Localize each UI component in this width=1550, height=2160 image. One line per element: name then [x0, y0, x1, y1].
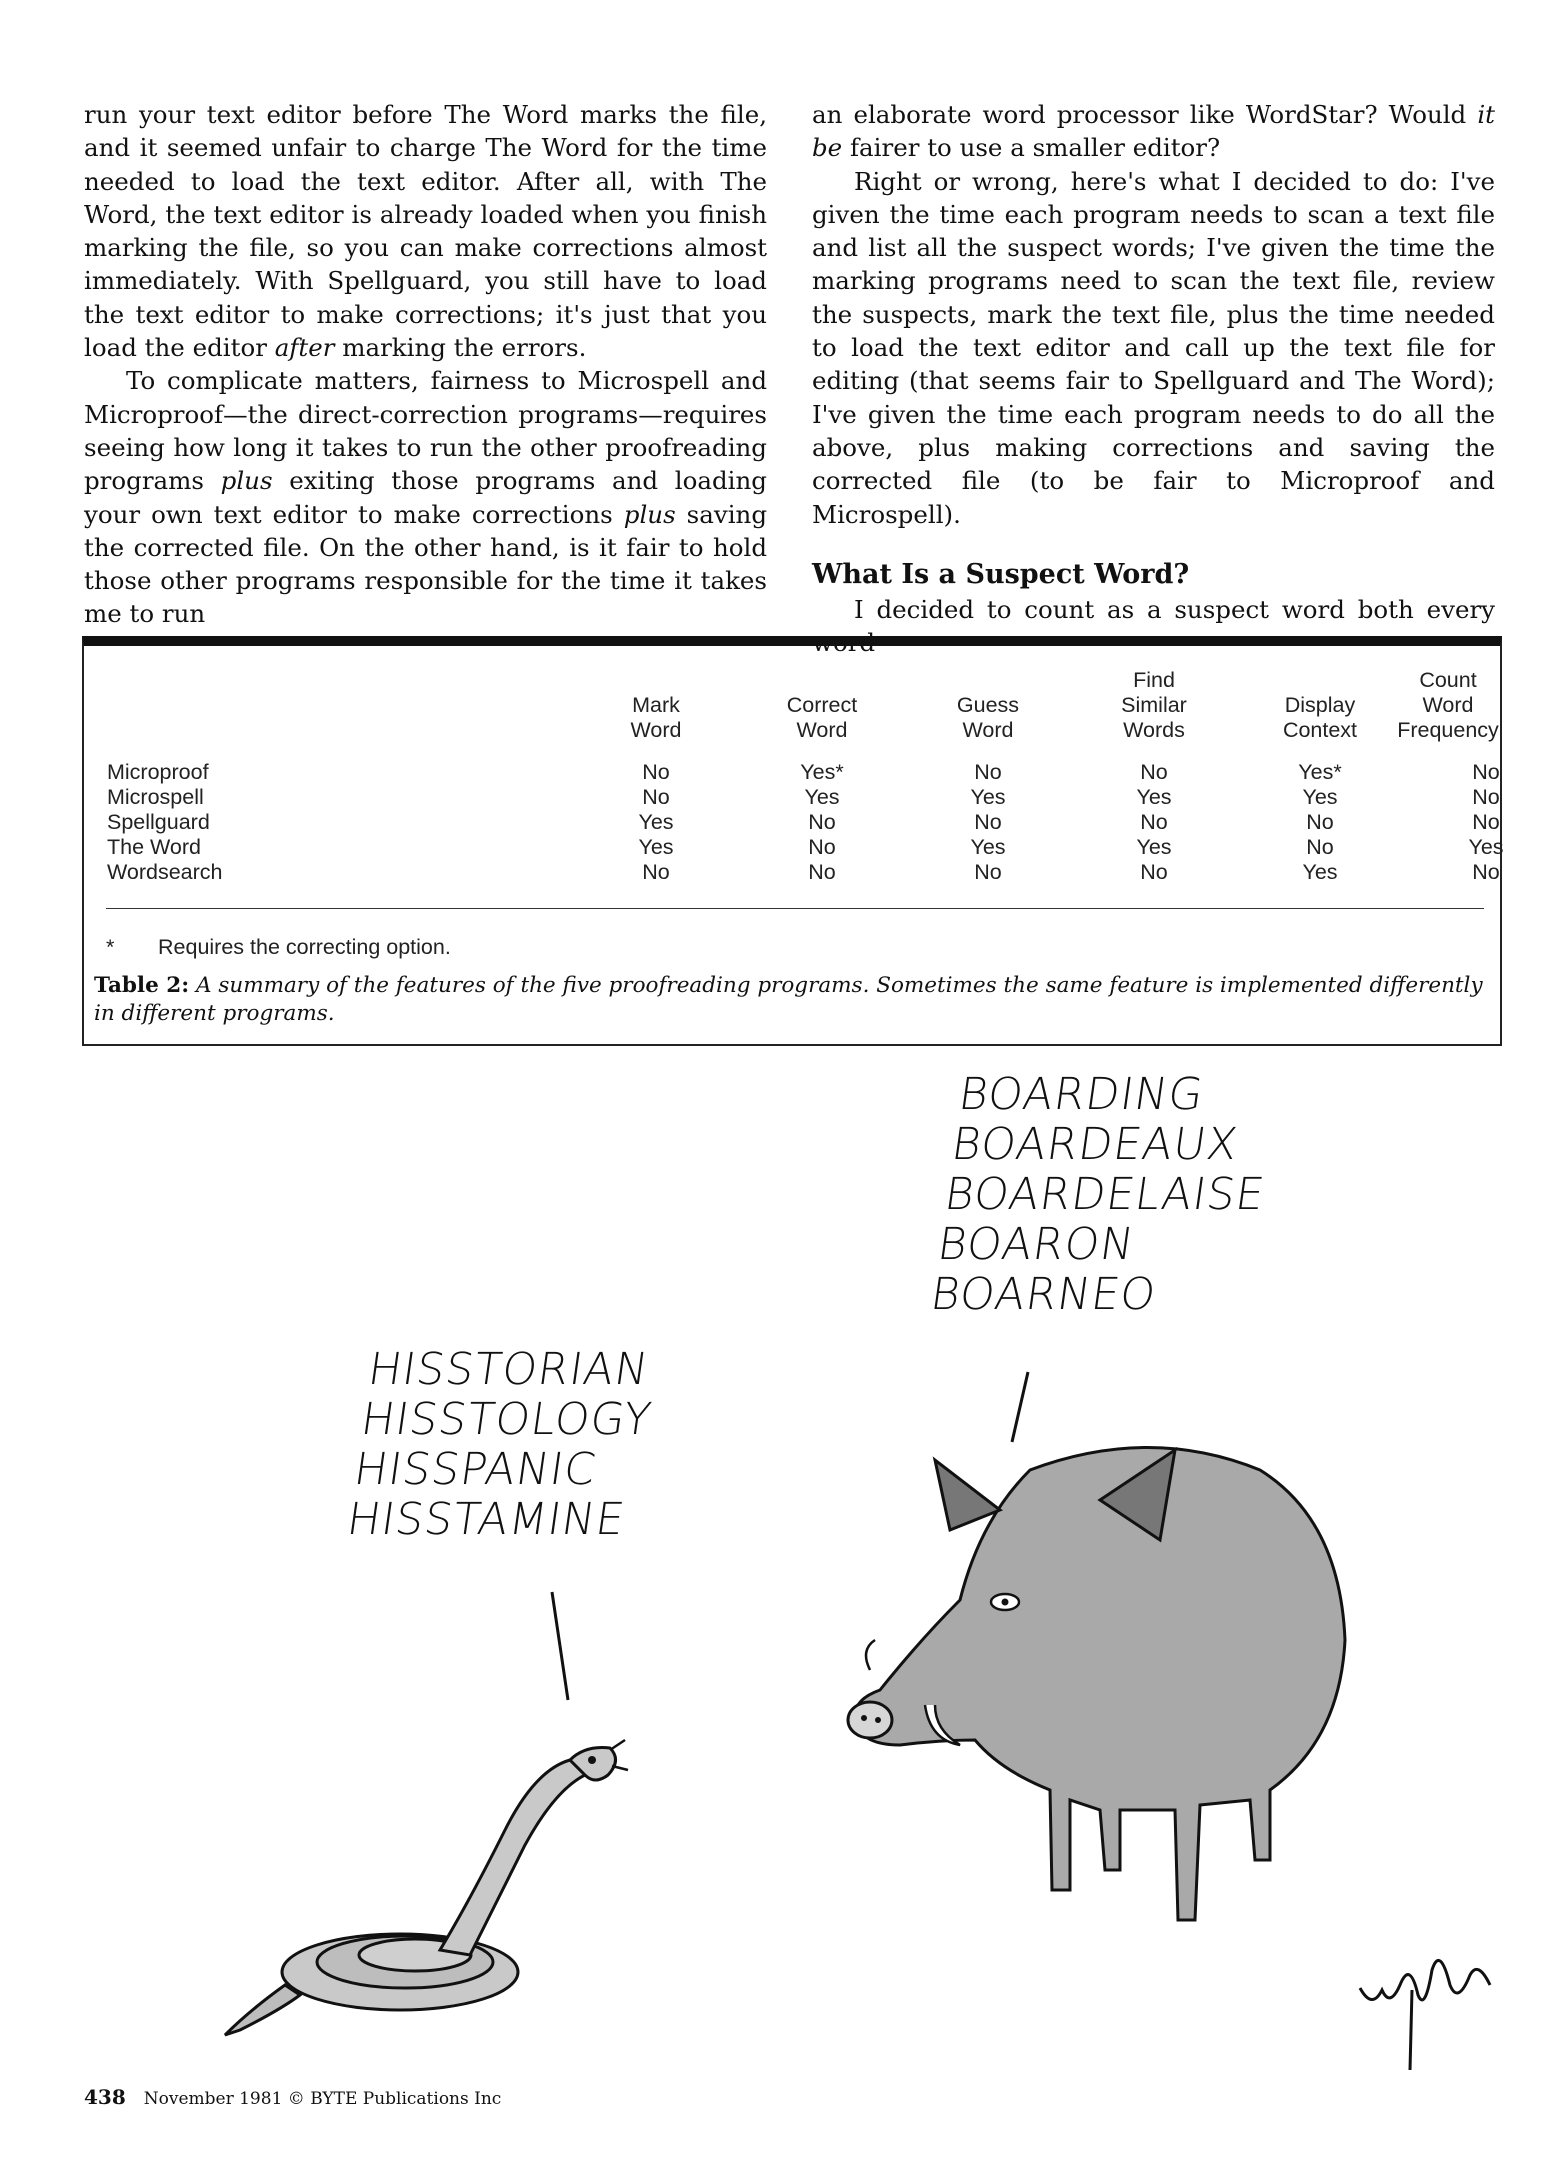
paragraph: To complicate matters, fairness to Microspell and Microproof—the direct-correction programs—requires seeing how long it takes to run the other proofreading programs plus exiting those programs and loading your own text editor to make corrections plus saving the corrected file. On the other hand, is it fair to hold those other programs responsible for the time it takes me to run: [84, 366, 768, 629]
table-cell: Yes: [804, 785, 840, 809]
table-cell: No: [1140, 860, 1168, 884]
table-caption: Table 2: A summary of the features of the five proofreading programs. Sometimes the same feature is implemented differently in different programs.: [94, 973, 1483, 1026]
hand-word: HISSTORIAN: [365, 1344, 653, 1395]
table-cell: No: [1472, 785, 1500, 809]
column-header: Mark Word: [630, 693, 682, 742]
row-label: The Word: [107, 835, 201, 859]
column-header: Display Context: [1282, 693, 1358, 742]
table-cell: Yes: [1468, 835, 1504, 859]
hand-word: HISSPANIC: [350, 1444, 600, 1495]
table-cell: No: [1472, 810, 1500, 834]
table-cell: Yes: [970, 785, 1006, 809]
boar-drawing: [848, 1448, 1345, 1921]
row-label: Microspell: [107, 785, 204, 809]
paragraph: an elaborate word processor like WordStar? Would it be fairer to use a smaller editor?: [812, 100, 1495, 163]
table-cell: No: [808, 860, 836, 884]
speech-line: [552, 1592, 568, 1700]
table-cell: No: [642, 860, 670, 884]
hand-word: BOARDING: [955, 1069, 1208, 1120]
hand-word: BOARNEO: [927, 1269, 1160, 1320]
boar-speech: [927, 1070, 1282, 1320]
page-number: 438: [84, 2085, 126, 2109]
hand-word: BOARDELAISE: [941, 1169, 1269, 1220]
column-header: Guess Word: [956, 693, 1020, 742]
paragraph: run your text editor before The Word marks the file, and it seemed unfair to charge The Word for the time needed to load the text editor. After all, with The Word, the text editor is already loaded when you finish marking the file, so you can make corrections almost immediately. With Spellguard, you still have to load the text editor to make corrections; it's just that you load the editor after marking the errors.: [84, 100, 767, 363]
column-header: Correct Word: [786, 693, 858, 742]
table-cell: Yes: [638, 810, 674, 834]
table-cell: Yes*: [1298, 760, 1342, 784]
signature-text: Walsh: [1360, 2088, 1402, 2104]
table-cell: No: [1306, 810, 1334, 834]
row-label: Spellguard: [107, 810, 210, 834]
speech-line: [1012, 1372, 1028, 1442]
table-cell: No: [1140, 760, 1168, 784]
table-cell: No: [642, 760, 670, 784]
table-cell: No: [974, 810, 1002, 834]
table-cell: No: [974, 860, 1002, 884]
table-cell: Yes*: [800, 760, 844, 784]
hand-word: HISSTOLOGY: [358, 1394, 655, 1445]
column-header: Find Similar Words: [1121, 668, 1187, 742]
table-cell: No: [1140, 810, 1168, 834]
table-cell: No: [1472, 860, 1500, 884]
table-cell: No: [808, 835, 836, 859]
table-cell: Yes: [1136, 835, 1172, 859]
signature: [1360, 1960, 1490, 2070]
hand-word: BOARON: [934, 1219, 1138, 1270]
table-footnote: * Requires the correcting option.: [106, 935, 451, 959]
hand-word: HISSTAMINE: [343, 1494, 629, 1545]
table-cell: Yes: [638, 835, 674, 859]
footer-credit: November 1981 © BYTE Publications Inc: [143, 2089, 502, 2109]
row-label: Wordsearch: [107, 860, 223, 884]
page-footer: [84, 2085, 501, 2109]
table-cell: No: [974, 760, 1002, 784]
hand-word: BOARDEAUX: [948, 1119, 1242, 1170]
snake-speech: [344, 1345, 662, 1545]
table-cell: Yes: [1302, 860, 1338, 884]
table-cell: No: [808, 810, 836, 834]
table-cell: Yes: [1136, 785, 1172, 809]
table-cell: Yes: [970, 835, 1006, 859]
paragraph: Right or wrong, here's what I decided to do: I've given the time each program needs to scan a text file and list all the suspect words; I've given the time the marking programs need to scan the text file, review the suspects, mark the text file, plus the time needed to load the text editor and call up the text file for editing (that seems fair to Spellguard and The Word); I've given the time each program needs to do all the above, plus making corrections and saving the corrected file (to be fair to Microproof and Microspell).: [812, 166, 1495, 529]
table-cell: No: [642, 785, 670, 809]
table-cell: No: [1306, 835, 1334, 859]
snake-drawing: [225, 1740, 628, 2035]
row-label: Microproof: [107, 760, 209, 784]
table-cell: No: [1472, 760, 1500, 784]
paragraph: I decided to count as a suspect word both every word: [812, 594, 1495, 658]
table-cell: Yes: [1302, 785, 1338, 809]
column-header: Count Word Frequency: [1397, 668, 1499, 742]
section-heading: What Is a Suspect Word?: [812, 558, 1190, 590]
